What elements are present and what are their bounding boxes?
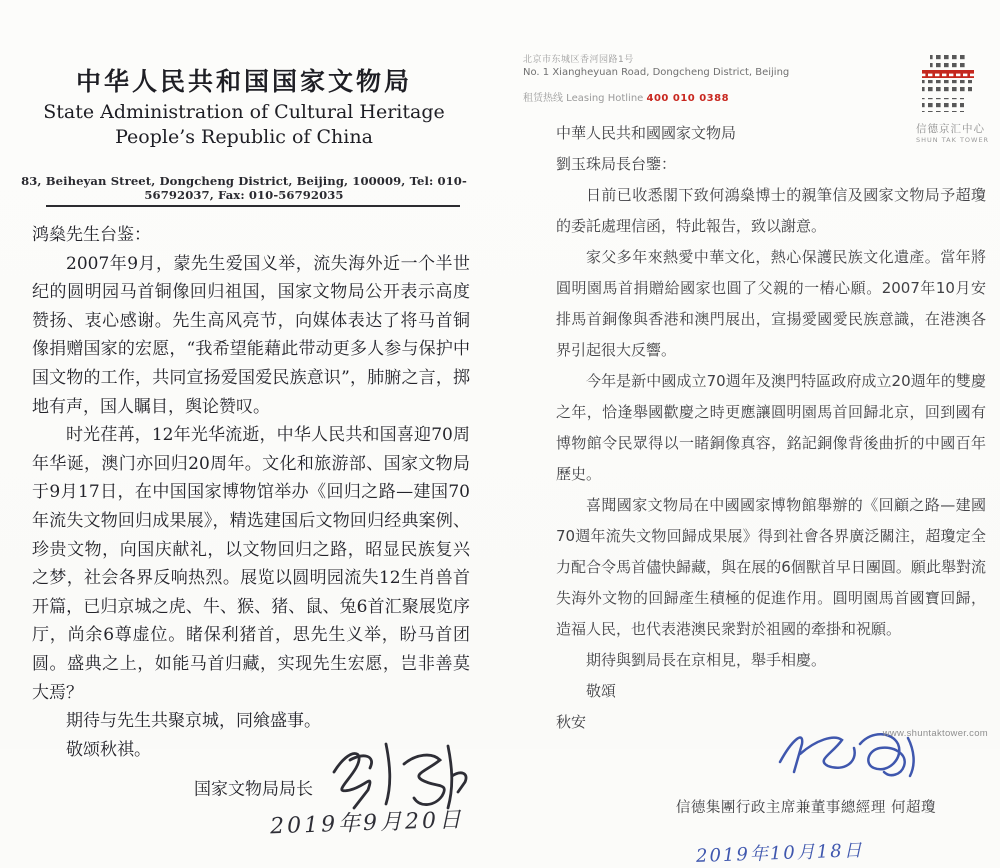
left-paragraph: 期待与先生共聚京城，同飨盛事。 bbox=[66, 711, 321, 732]
right-address-zh: 北京市东城区香河园路1号 bbox=[523, 55, 634, 65]
left-letter-body bbox=[32, 221, 470, 764]
right-paragraph: 日前已收悉閣下致何鴻燊博士的親筆信及國家文物局予超瓊的委託處理信函，特此報告，致以謝意。 bbox=[556, 186, 986, 235]
right-paragraph: 家父多年來熱愛中華文化，熱心保護民族文化遺產。當年將圓明園馬首捐贈給國家也圓了父親的一樁心願。2007年10月安排馬首銅像與香港和澳門展出，宣揚愛國愛民族意識，在港澳各界引起很大反響。 bbox=[556, 248, 986, 359]
left-paragraph: 2007年9月，蒙先生爱国义举，流失海外近一个半世纪的圆明园马首铜像回归祖国，国家文物局公开表示高度赞扬、衷心感谢。先生高风亮节，向媒体表达了将马首铜像捐赠国家的宏愿，“我希望能藉此带动更多人参与保护中国文物的工作，共同宣扬爱国爱民族意识”，肺腑之言，掷地有声，国人瞩目，舆论赞叹。 bbox=[32, 253, 470, 417]
left-letterhead-address: 83, Beiheyan Street, Dongcheng District, Beijing, 100009, Tel: 010-56792037, Fax: 010-56792035 bbox=[21, 174, 467, 202]
logo-name-zh: 信德京汇中心 bbox=[916, 123, 985, 135]
shun-tak-tower-logo bbox=[916, 55, 990, 144]
right-letter-body bbox=[556, 118, 990, 738]
left-letterhead-title-zh: 中华人民共和国国家文物局 bbox=[75, 67, 412, 96]
letter-shun-tak bbox=[520, 45, 992, 865]
left-signature-title: 国家文物局局长 bbox=[194, 779, 313, 800]
left-letterhead-rule bbox=[46, 205, 460, 207]
left-date-row bbox=[269, 806, 470, 840]
right-recipient-org: 中華人民共和國國家文物局 bbox=[556, 124, 737, 142]
left-letterhead-title-en1: State Administration of Cultural Heritage bbox=[43, 101, 445, 123]
letter-cultural-heritage-administration bbox=[18, 38, 470, 840]
hotline-label: 租赁热线 Leasing Hotline bbox=[523, 93, 644, 104]
logo-name-en: SHUN TAK TOWER bbox=[916, 136, 990, 144]
hotline-number: 400 010 0388 bbox=[646, 93, 730, 104]
footer-website-url: www.shuntaktower.com bbox=[882, 728, 988, 739]
left-paragraph: 时光荏苒，12年光华流逝，中华人民共和国喜迎70周年华诞，澳门亦回归20周年。文化和旅游部、国家文物局于9月17日，在中国国家博物馆举办《回归之路—建国70年流失文物回归成果展》，精选建国后文物回归经典案例、珍贵文物，向国庆献礼，以文物回归之路，昭显民族复兴之梦，社会各界反响热烈。展览以圆明园流失12生肖兽首开篇，已归京城之虎、牛、猴、猪、鼠、兔6首汇聚展览序厅，尚余6尊虚位。睹保利猪首，思先生义举，盼马首团圆。盛典之上，如能马首归藏，实现先生宏愿，岂非善莫大焉？ bbox=[32, 425, 470, 703]
right-salutation: 劉玉珠局長台鑒： bbox=[556, 155, 677, 173]
liu-yuzhu-signature-scribble bbox=[320, 738, 470, 812]
right-signature-area bbox=[520, 738, 992, 804]
left-paragraph: 敬颂秋祺。 bbox=[66, 739, 151, 760]
right-signature-title-line: 信德集團行政主席兼董事總經理 何超瓊 bbox=[675, 800, 936, 816]
left-salutation: 鸿燊先生台鉴： bbox=[32, 225, 151, 245]
right-paragraph: 今年是新中國成立70週年及澳門特區政府成立20週年的雙慶之年，恰逢舉國歡慶之時更應讓圓明園馬首回歸北京，回到國有博物館令民眾得以一睹銅像真容，銘記銅像背後曲折的中國百年歷史。 bbox=[556, 372, 986, 483]
right-closing-qiuan: 秋安 bbox=[556, 713, 587, 731]
building-facade-logo-icon bbox=[920, 55, 974, 115]
right-handwritten-date: 2019年10月18日 bbox=[696, 840, 865, 867]
right-hotline-line bbox=[523, 89, 789, 104]
left-letterhead-title-en2: People’s Republic of China bbox=[115, 126, 373, 148]
right-paragraph: 期待與劉局長在京相見，舉手相慶。 bbox=[586, 651, 827, 669]
right-paragraph: 喜聞國家文物局在中國國家博物館舉辦的《回顧之路—建國70週年流失文物回歸成果展》得到社會各界廣泛關注，超瓊定全力配合令馬首儘快歸藏，與在展的6個獸首早日團圓。願此舉對流失海外文物的回歸產生積極的促進作用。圓明園馬首國寶回歸，造福人民，也代表港澳民衆對於祖國的牽掛和祝願。 bbox=[556, 496, 986, 638]
right-letterhead-address-block bbox=[523, 52, 789, 104]
right-address-en: No. 1 Xiangheyuan Road, Dongcheng District, Beijing bbox=[523, 67, 790, 78]
right-date-row bbox=[520, 839, 992, 865]
left-handwritten-date: 2019年9月20日 bbox=[269, 807, 465, 840]
right-closing-jingsong: 敬頌 bbox=[586, 682, 617, 700]
